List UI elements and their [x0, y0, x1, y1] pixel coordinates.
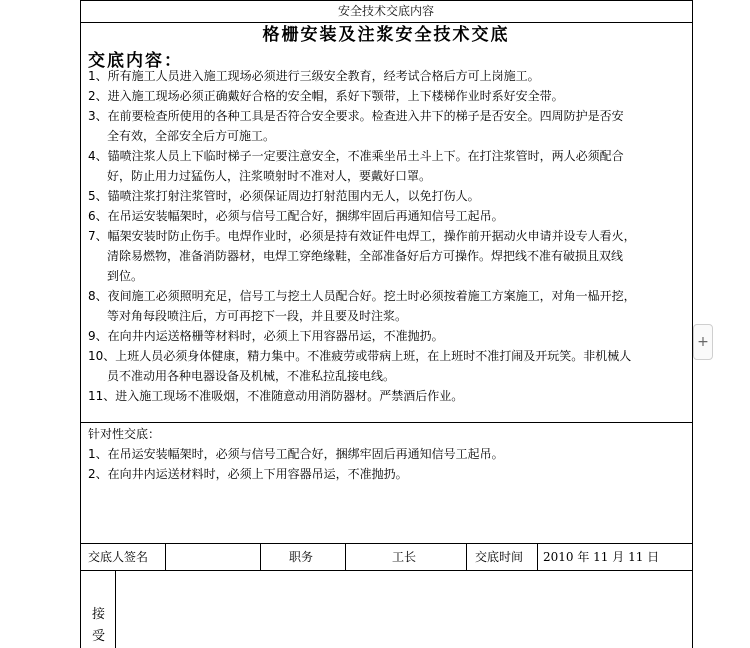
- safety-item-continuation: 员不准动用各种电器设备及机械，不准私拉乱接电线。: [107, 369, 396, 383]
- item-number: 7、: [88, 229, 108, 243]
- targeted-items-list: [88, 444, 688, 484]
- table-border-right: [692, 0, 693, 648]
- item-number: 4、: [88, 149, 108, 163]
- item-number: 3、: [88, 109, 108, 123]
- handover-signature-label: 交底人签名: [88, 550, 149, 564]
- item-text: 在吊运安装幅架时，必须与信号工配合好，捆绑牢固后再通知信号工起吊。: [107, 447, 504, 461]
- safety-item-line: [88, 86, 688, 106]
- safety-item-continuation: 到位。: [107, 269, 144, 283]
- safety-item: [88, 206, 688, 226]
- safety-item-continuation: 好，防止用力过猛伤人，注浆喷射时不准对人，要戴好口罩。: [107, 169, 432, 183]
- sig-col-1: [165, 543, 166, 571]
- safety-items-list: [88, 66, 688, 406]
- safety-item-continuation: 等对角每段喷注后，方可再挖下一段，并且要及时注浆。: [107, 309, 408, 323]
- item-text: 所有施工人员进入施工现场必须进行三级安全教育，经考试合格后方可上岗施工。: [107, 69, 540, 83]
- sig-col-3: [345, 543, 346, 571]
- safety-item-line: [88, 226, 688, 246]
- safety-item: [88, 386, 688, 406]
- item-text: 锚喷注浆人员上下临时梯子一定要注意安全，不准乘坐吊土斗上下。在打注浆管时，两人必须配合: [107, 149, 624, 163]
- item-number: 1、: [88, 69, 108, 83]
- safety-item: [88, 66, 688, 86]
- safety-item: [88, 326, 688, 346]
- safety-item-line: [88, 106, 688, 126]
- item-text: 在向井内运送材料时，必须上下用容器吊运，不准抛扔。: [107, 467, 408, 481]
- safety-item-line: [88, 206, 688, 226]
- item-text: 进入施工现场必须正确戴好合格的安全帽，系好下颚带，上下楼梯作业时系好安全带。: [107, 89, 564, 103]
- item-text: 在前要检查所使用的各种工具是否符合安全要求。检查进入井下的梯子是否安全。四周防护是否安: [107, 109, 624, 123]
- item-text: 上班人员必须身体健康，精力集中。不准疲劳或带病上班，在上班时不准打闹及开玩笑。非机械人: [115, 349, 632, 363]
- item-text: 在向井内运送格栅等材料时，必须上下用容器吊运，不准抛扔。: [107, 329, 444, 343]
- item-text: 锚喷注浆打射注浆管时，必须保证周边打射范围内无人，以免打伤人。: [107, 189, 480, 203]
- safety-item: [88, 226, 688, 286]
- item-number: 1、: [88, 447, 108, 461]
- safety-item-continuation: 清除易燃物，准备消防器材，电焊工穿绝缘鞋，全部准备好后方可操作。焊把线不准有破损且双线: [107, 249, 624, 263]
- safety-item: [88, 86, 688, 106]
- expand-button[interactable]: [693, 324, 713, 360]
- position-label: 职务: [289, 550, 314, 564]
- targeted-item: [88, 464, 688, 484]
- table-border-left: [80, 0, 81, 648]
- sig-col-5: [537, 543, 538, 571]
- safety-item: [88, 186, 688, 206]
- item-number: 8、: [88, 289, 108, 303]
- header-title: 安全技术交底内容: [337, 4, 434, 18]
- position-value: 工长: [392, 550, 417, 564]
- targeted-label: 针对性交底：: [88, 427, 161, 441]
- document-title: 格栅安装及注浆安全技术交底: [262, 25, 510, 45]
- item-number: 2、: [88, 89, 108, 103]
- sig-col-4: [466, 543, 467, 571]
- safety-item: [88, 286, 688, 326]
- content-divider: [80, 422, 693, 423]
- item-number: 6、: [88, 209, 108, 223]
- item-text: 夜间施工必须照明充足，信号工与挖土人员配合好。挖土时必须按着施工方案施工，对角一榀开挖，: [107, 289, 636, 303]
- receiver-label: 接受: [92, 607, 106, 644]
- section-label: 交底内容：: [88, 51, 183, 71]
- targeted-item: [88, 444, 688, 464]
- safety-item: [88, 106, 688, 146]
- safety-item: [88, 346, 688, 386]
- item-number: 10、: [88, 349, 116, 363]
- sig-col-2: [260, 543, 261, 571]
- item-number: 11、: [88, 389, 116, 403]
- safety-item-line: [88, 146, 688, 166]
- handover-time-value: 2010 年 11 月 11 日: [543, 550, 660, 564]
- safety-item-line: [88, 326, 688, 346]
- safety-item: [88, 146, 688, 186]
- receiver-col: [115, 570, 116, 648]
- item-text: 在吊运安装幅架时，必须与信号工配合好，捆绑牢固后再通知信号工起吊。: [107, 209, 504, 223]
- plus-icon: +: [697, 334, 709, 350]
- safety-item-continuation: 全有效，全部安全后方可施工。: [107, 129, 276, 143]
- signature-bottom-divider: [80, 570, 693, 571]
- handover-time-label: 交底时间: [475, 550, 524, 564]
- safety-item-line: [88, 386, 688, 406]
- item-text: 幅架安装时防止伤手。电焊作业时，必须是持有效证件电焊工，操作前开据动火申请并设专人看火，: [107, 229, 636, 243]
- item-text: 进入施工现场不准吸烟，不准随意动用消防器材。严禁酒后作业。: [115, 389, 464, 403]
- safety-item-line: [88, 186, 688, 206]
- item-number: 5、: [88, 189, 108, 203]
- safety-item-line: [88, 286, 688, 306]
- safety-item-line: [88, 346, 688, 366]
- safety-item-line: [88, 66, 688, 86]
- item-number: 9、: [88, 329, 108, 343]
- item-number: 2、: [88, 467, 108, 481]
